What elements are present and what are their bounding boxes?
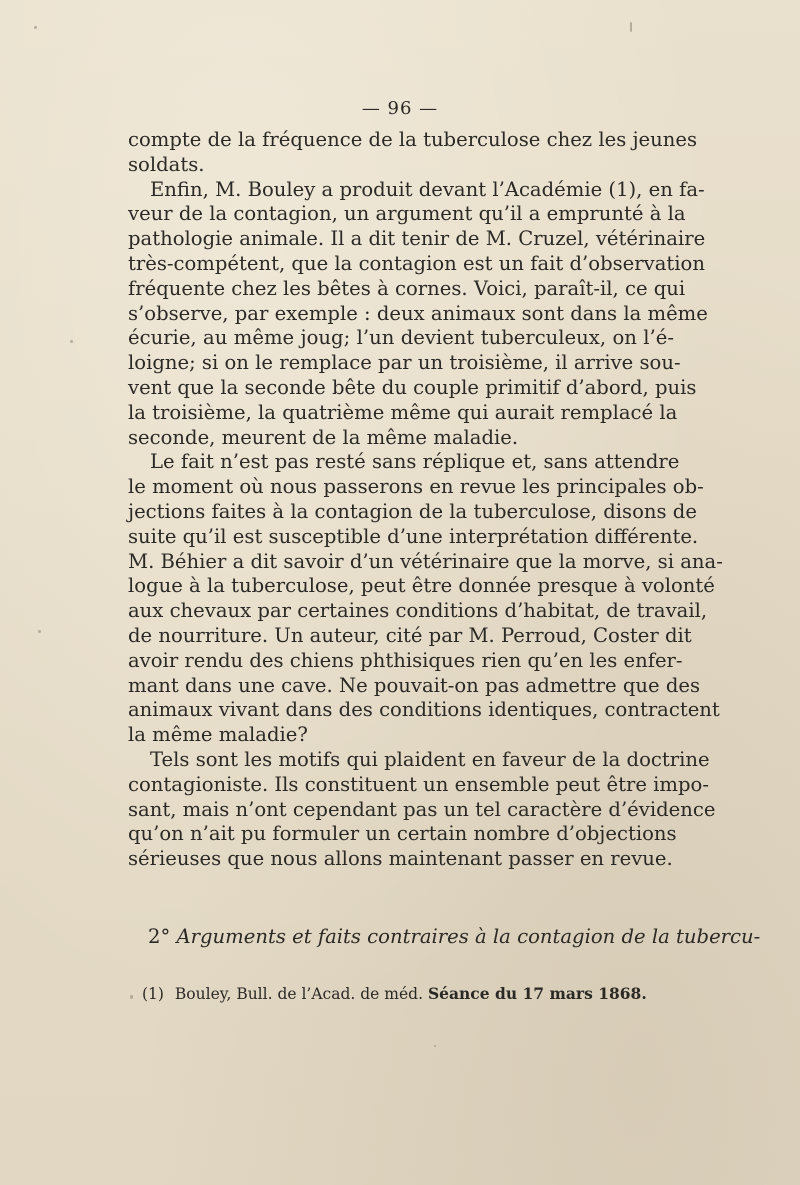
text-line: Le fait n’est pas resté sans réplique et, sans attendre (150, 450, 680, 474)
paper-speck (630, 22, 632, 32)
text-line: compte de la fréquence de la tuberculose chez les jeunes (128, 128, 698, 151)
text-line: sérieuses que nous allons maintenant passer en revue. (128, 847, 673, 871)
section-heading (148, 924, 761, 950)
text-line: animaux vivant dans des conditions identiques, contractent (128, 698, 720, 722)
text-line: mant dans une cave. Ne pouvait-on pas admettre que des (128, 673, 701, 697)
paper-speck (130, 995, 133, 999)
section-title: Arguments et faits contraires à la contagion de la tubercu- (176, 925, 761, 948)
text-line: contagioniste. Ils constituent un ensemble peut être impo- (128, 772, 709, 796)
text-line: pathologie animale. Il a dit tenir de M. Cruzel, vétérinaire (128, 227, 706, 251)
text-line: veur de la contagion, un argument qu’il a emprunté à la (128, 202, 686, 226)
text-line: vent que la seconde bête du couple primitif d’abord, puis (128, 375, 697, 399)
text-line: avoir rendu des chiens phthisiques rien qu’en les enfer- (128, 648, 683, 672)
text-line: suite qu’il est susceptible d’une interprétation différente. (128, 524, 699, 548)
text-line: fréquente chez les bêtes à cornes. Voici, paraît-il, ce qui (128, 276, 686, 300)
footnote-date: Séance du 17 mars 1868. (427, 984, 647, 1003)
text-line: écurie, au même joug; l’un devient tuberculeux, on l’é- (128, 326, 674, 350)
footnote-source: Bull. de l’Acad. de méd. (236, 985, 423, 1003)
text-line: soldats. (128, 152, 205, 176)
paper-speck (38, 630, 41, 633)
page-number: — 96 — (361, 98, 439, 119)
text-line: loigne; si on le remplace par un troisième, il arrive sou- (128, 351, 681, 375)
section-number: 2° (148, 925, 171, 948)
body-text (128, 128, 723, 872)
text-line: qu’on n’ait pu formuler un certain nombre d’objections (128, 822, 677, 846)
text-line: la troisième, la quatrième même qui aurait remplacé la (128, 400, 678, 424)
text-line: aux chevaux par certaines conditions d’habitat, de travail, (128, 599, 708, 623)
text-line: seconde, meurent de la même maladie. (128, 425, 519, 449)
paper-speck (70, 340, 73, 343)
text-line: jections faites à la contagion de la tuberculose, disons de (128, 499, 697, 523)
text-line: la même maladie? (128, 723, 308, 747)
footnote-marker: (1) (142, 985, 164, 1003)
footnote-author: Bouley, (174, 985, 232, 1003)
paper-speck (34, 26, 37, 29)
text-line: Enfin, M. Bouley a produit devant l’Académie (1), en fa- (150, 177, 705, 201)
text-line: sant, mais n’ont cependant pas un tel caractère d’évidence (128, 797, 716, 821)
text-line: M. Béhier a dit savoir d’un vétérinaire que la morve, si ana- (128, 549, 723, 573)
text-line: logue à la tuberculose, peut être donnée presque à volonté (128, 574, 715, 598)
text-line: le moment où nous passerons en revue les principales ob- (128, 475, 704, 499)
text-line: Tels sont les motifs qui plaident en faveur de la doctrine (150, 747, 710, 771)
footnote (142, 984, 647, 1004)
text-line: s’observe, par exemple : deux animaux sont dans la même (128, 301, 708, 325)
text-line: très-compétent, que la contagion est un fait d’observation (128, 251, 705, 275)
paper-speck (434, 1045, 436, 1047)
text-line: de nourriture. Un auteur, cité par M. Perroud, Coster dit (128, 623, 692, 647)
